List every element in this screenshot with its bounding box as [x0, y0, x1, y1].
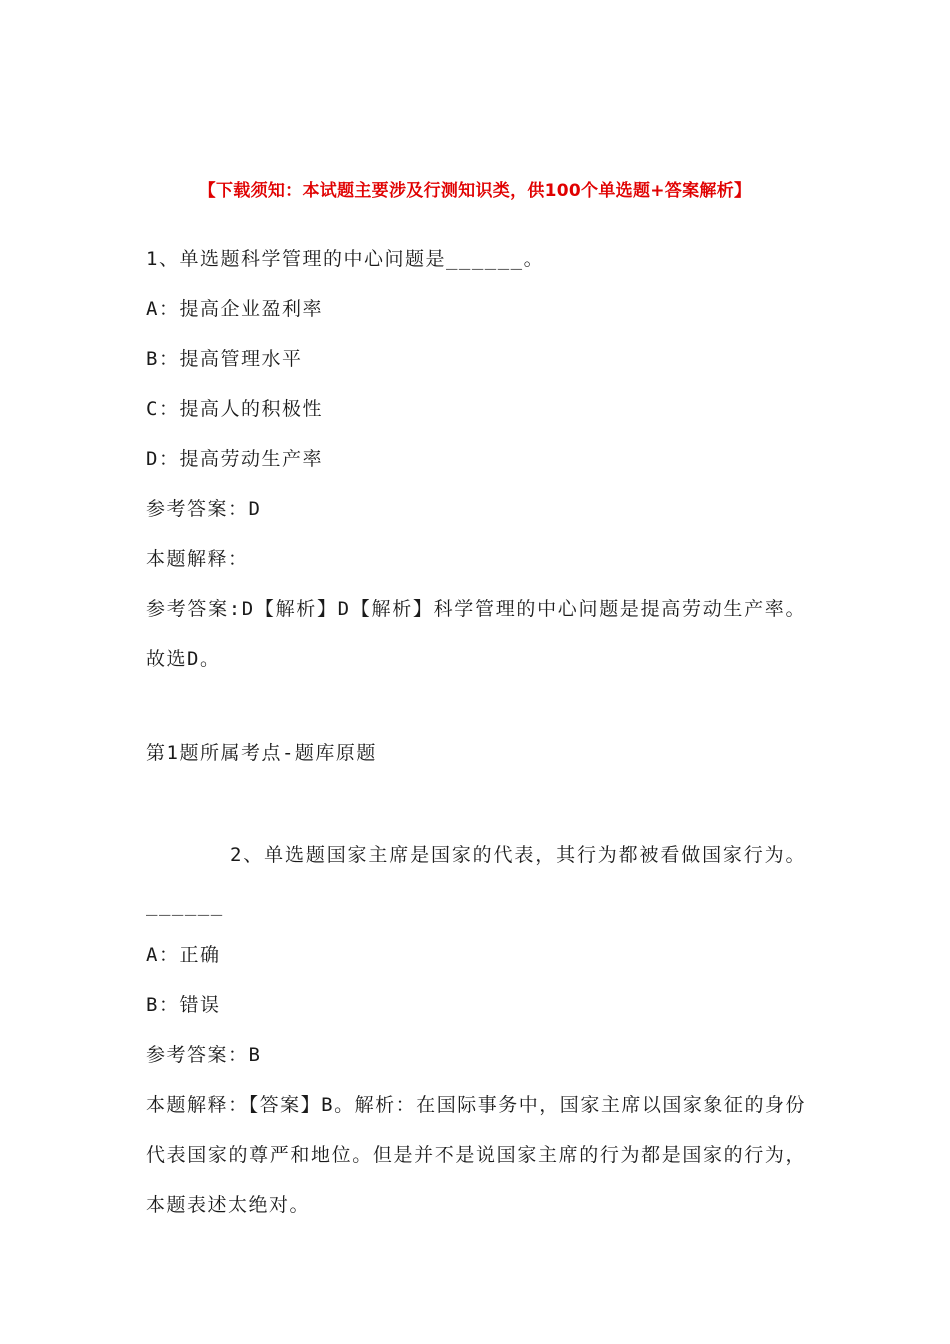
question-1-option-c: C：提高人的积极性 — [146, 398, 323, 420]
question-1 — [146, 234, 806, 778]
question-1-answer: 参考答案：D — [146, 498, 262, 520]
question-1-stem: 1、单选题科学管理的中心问题是______。 — [146, 248, 545, 270]
question-1-option-d: D：提高劳动生产率 — [146, 448, 323, 470]
spacer — [146, 684, 806, 728]
question-2-option-b: B：错误 — [146, 994, 221, 1016]
question-content — [146, 234, 806, 1230]
question-2 — [146, 830, 806, 1230]
question-2-option-a: A：正确 — [146, 944, 221, 966]
question-1-source: 第1题所属考点-题库原题 — [146, 742, 377, 764]
question-1-explain-label: 本题解释： — [146, 548, 249, 570]
question-2-stem: 2、单选题国家主席是国家的代表，其行为都被看做国家行为。______ — [146, 844, 806, 916]
question-1-explain-text: 参考答案:D【解析】D【解析】科学管理的中心问题是提高劳动生产率。故选D。 — [146, 598, 806, 670]
spacer — [146, 778, 806, 830]
question-1-option-a: A：提高企业盈利率 — [146, 298, 323, 320]
question-2-answer: 参考答案：B — [146, 1044, 262, 1066]
question-1-option-b: B：提高管理水平 — [146, 348, 303, 370]
download-notice: 【下载须知：本试题主要涉及行测知识类，供100个单选题+答案解析】 — [198, 181, 752, 201]
question-2-explain-text: 本题解释：【答案】B。解析：在国际事务中，国家主席以国家象征的身份代表国家的尊严和地位。但是并不是说国家主席的行为都是国家的行为，本题表述太绝对。 — [146, 1094, 806, 1216]
